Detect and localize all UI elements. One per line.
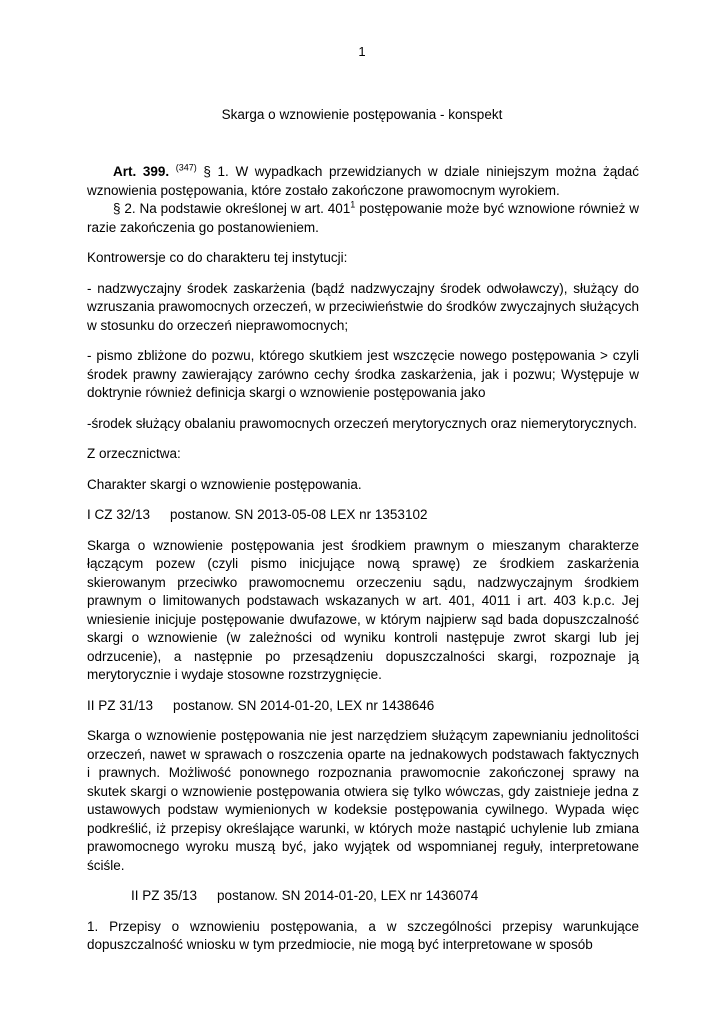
jurisprudence-heading: Z orzecznictwa: bbox=[87, 446, 181, 461]
article-para2-after: postępowanie może być wznowione również w razie zakończenia go postanowieniem. bbox=[87, 201, 639, 235]
character-heading: Charakter skargi o wznowienie postępowania. bbox=[87, 476, 362, 492]
article-label: Art. 399. bbox=[113, 164, 170, 179]
article-para1-text: § 1. W wypadkach przewidzianych w dziale niniejszym można żądać wznowienia postępowania, które zostało zakończone prawomocnym wyrokiem. bbox=[87, 164, 639, 198]
case-text: Skarga o wznowienie postępowania jest środkiem prawnym o mieszanym charakterze łączącym pozew (czyli pismo inicjujące nową sprawę) ze środkiem zaskarżenia skierowanym przeciwko prawomocnemu orzeczeniu sądu, nadzwyczajnym środkiem prawnym o limitowanych podstawach wskazanych w art. 401, 4011 i art. 403 k.p.c. Jej wniesienie inicjuje postępowanie dwufazowe, w którym najpierw sąd bada dopuszczalność skargi o wznowienie (w zależności od wyniku kontroli następuje zwrot skargi lub jej odrzucenie), a następnie po przesądzeniu dopuszczalności skargi, rozpoznaje ją merytorycznie i wydaje stosowne rozstrzygnięcie. bbox=[87, 537, 639, 682]
article-paragraph-2 bbox=[87, 200, 639, 237]
case-reference bbox=[87, 697, 639, 716]
page-number: 1 bbox=[358, 44, 366, 59]
document-body bbox=[87, 163, 639, 967]
controversy-item: -środek służący obalaniu prawomocnych orzeczeń merytorycznych oraz niemerytorycznych. bbox=[87, 415, 637, 431]
article-para2-before: § 2. Na podstawie określonej w art. 401 bbox=[113, 201, 351, 216]
case-text: Skarga o wznowienie postępowania nie jest narzędziem służącym zapewnianiu jednolitości orzeczeń, nawet w sprawach o roszczenia oparte na jednakowych podstawach faktycznych i prawnych. Możliwość ponownego rozpoznania prawomocnie zakończonej sprawy na skutek skargi o wznowienie postępowania otwiera się tylko wówczas, gdy zaistnieje jedna z ustawowych podstaw wymienionych w kodeksie postępowania cywilnego. Wypada więc podkreślić, iż przepisy określające warunki, w których może nastąpić uchylenie lub zmiana prawomocnego wyroku muszą być, jako wyjątek od wspomnianej reguły, interpretowane ściśle. bbox=[87, 728, 639, 873]
controversy-item: - nadzwyczajny środek zaskarżenia (bądź nadzwyczajny środek odwoławczy), służący do wzruszania prawomocnych orzeczeń, w przeciwieństwie do środków zwyczajnych służących w stosunku do orzeczeń nieprawomocnych; bbox=[87, 280, 639, 333]
case-citation: postanow. SN 2014-01-20, LEX nr 1438646 bbox=[173, 697, 435, 713]
case-signature: II PZ 35/13 bbox=[131, 888, 198, 903]
article-footnote: (347) bbox=[175, 162, 197, 173]
case-text: 1. Przepisy o wznowieniu postępowania, a w szczególności przepisy warunkujące dopuszczalność wniosku w tym przedmiocie, nie mogą być interpretowane w sposób bbox=[87, 918, 639, 952]
article-paragraph-1 bbox=[87, 163, 639, 200]
controversy-item: - pismo zbliżone do pozwu, którego skutkiem jest wszczęcie nowego postępowania > czyli środek prawny zawierający zarówno cechy środka zaskarżenia, jak i pozwu; Występuje w doktrynie również definicja skargi o wznowienie postępowania jako bbox=[87, 348, 639, 400]
case-signature: I CZ 32/13 bbox=[87, 507, 151, 522]
case-reference bbox=[87, 506, 639, 525]
case-citation: postanow. SN 2013-05-08 LEX nr 1353102 bbox=[170, 507, 428, 522]
case-citation: postanow. SN 2014-01-20, LEX nr 1436074 bbox=[217, 888, 479, 903]
case-signature: II PZ 31/13 bbox=[87, 697, 154, 713]
document-title: Skarga o wznowienie postępowania - konspekt bbox=[221, 107, 503, 122]
controversy-heading: Kontrowersje co do charakteru tej instytucji: bbox=[87, 250, 348, 265]
article-para2-sup: 1 bbox=[350, 199, 356, 210]
case-reference bbox=[87, 887, 639, 906]
